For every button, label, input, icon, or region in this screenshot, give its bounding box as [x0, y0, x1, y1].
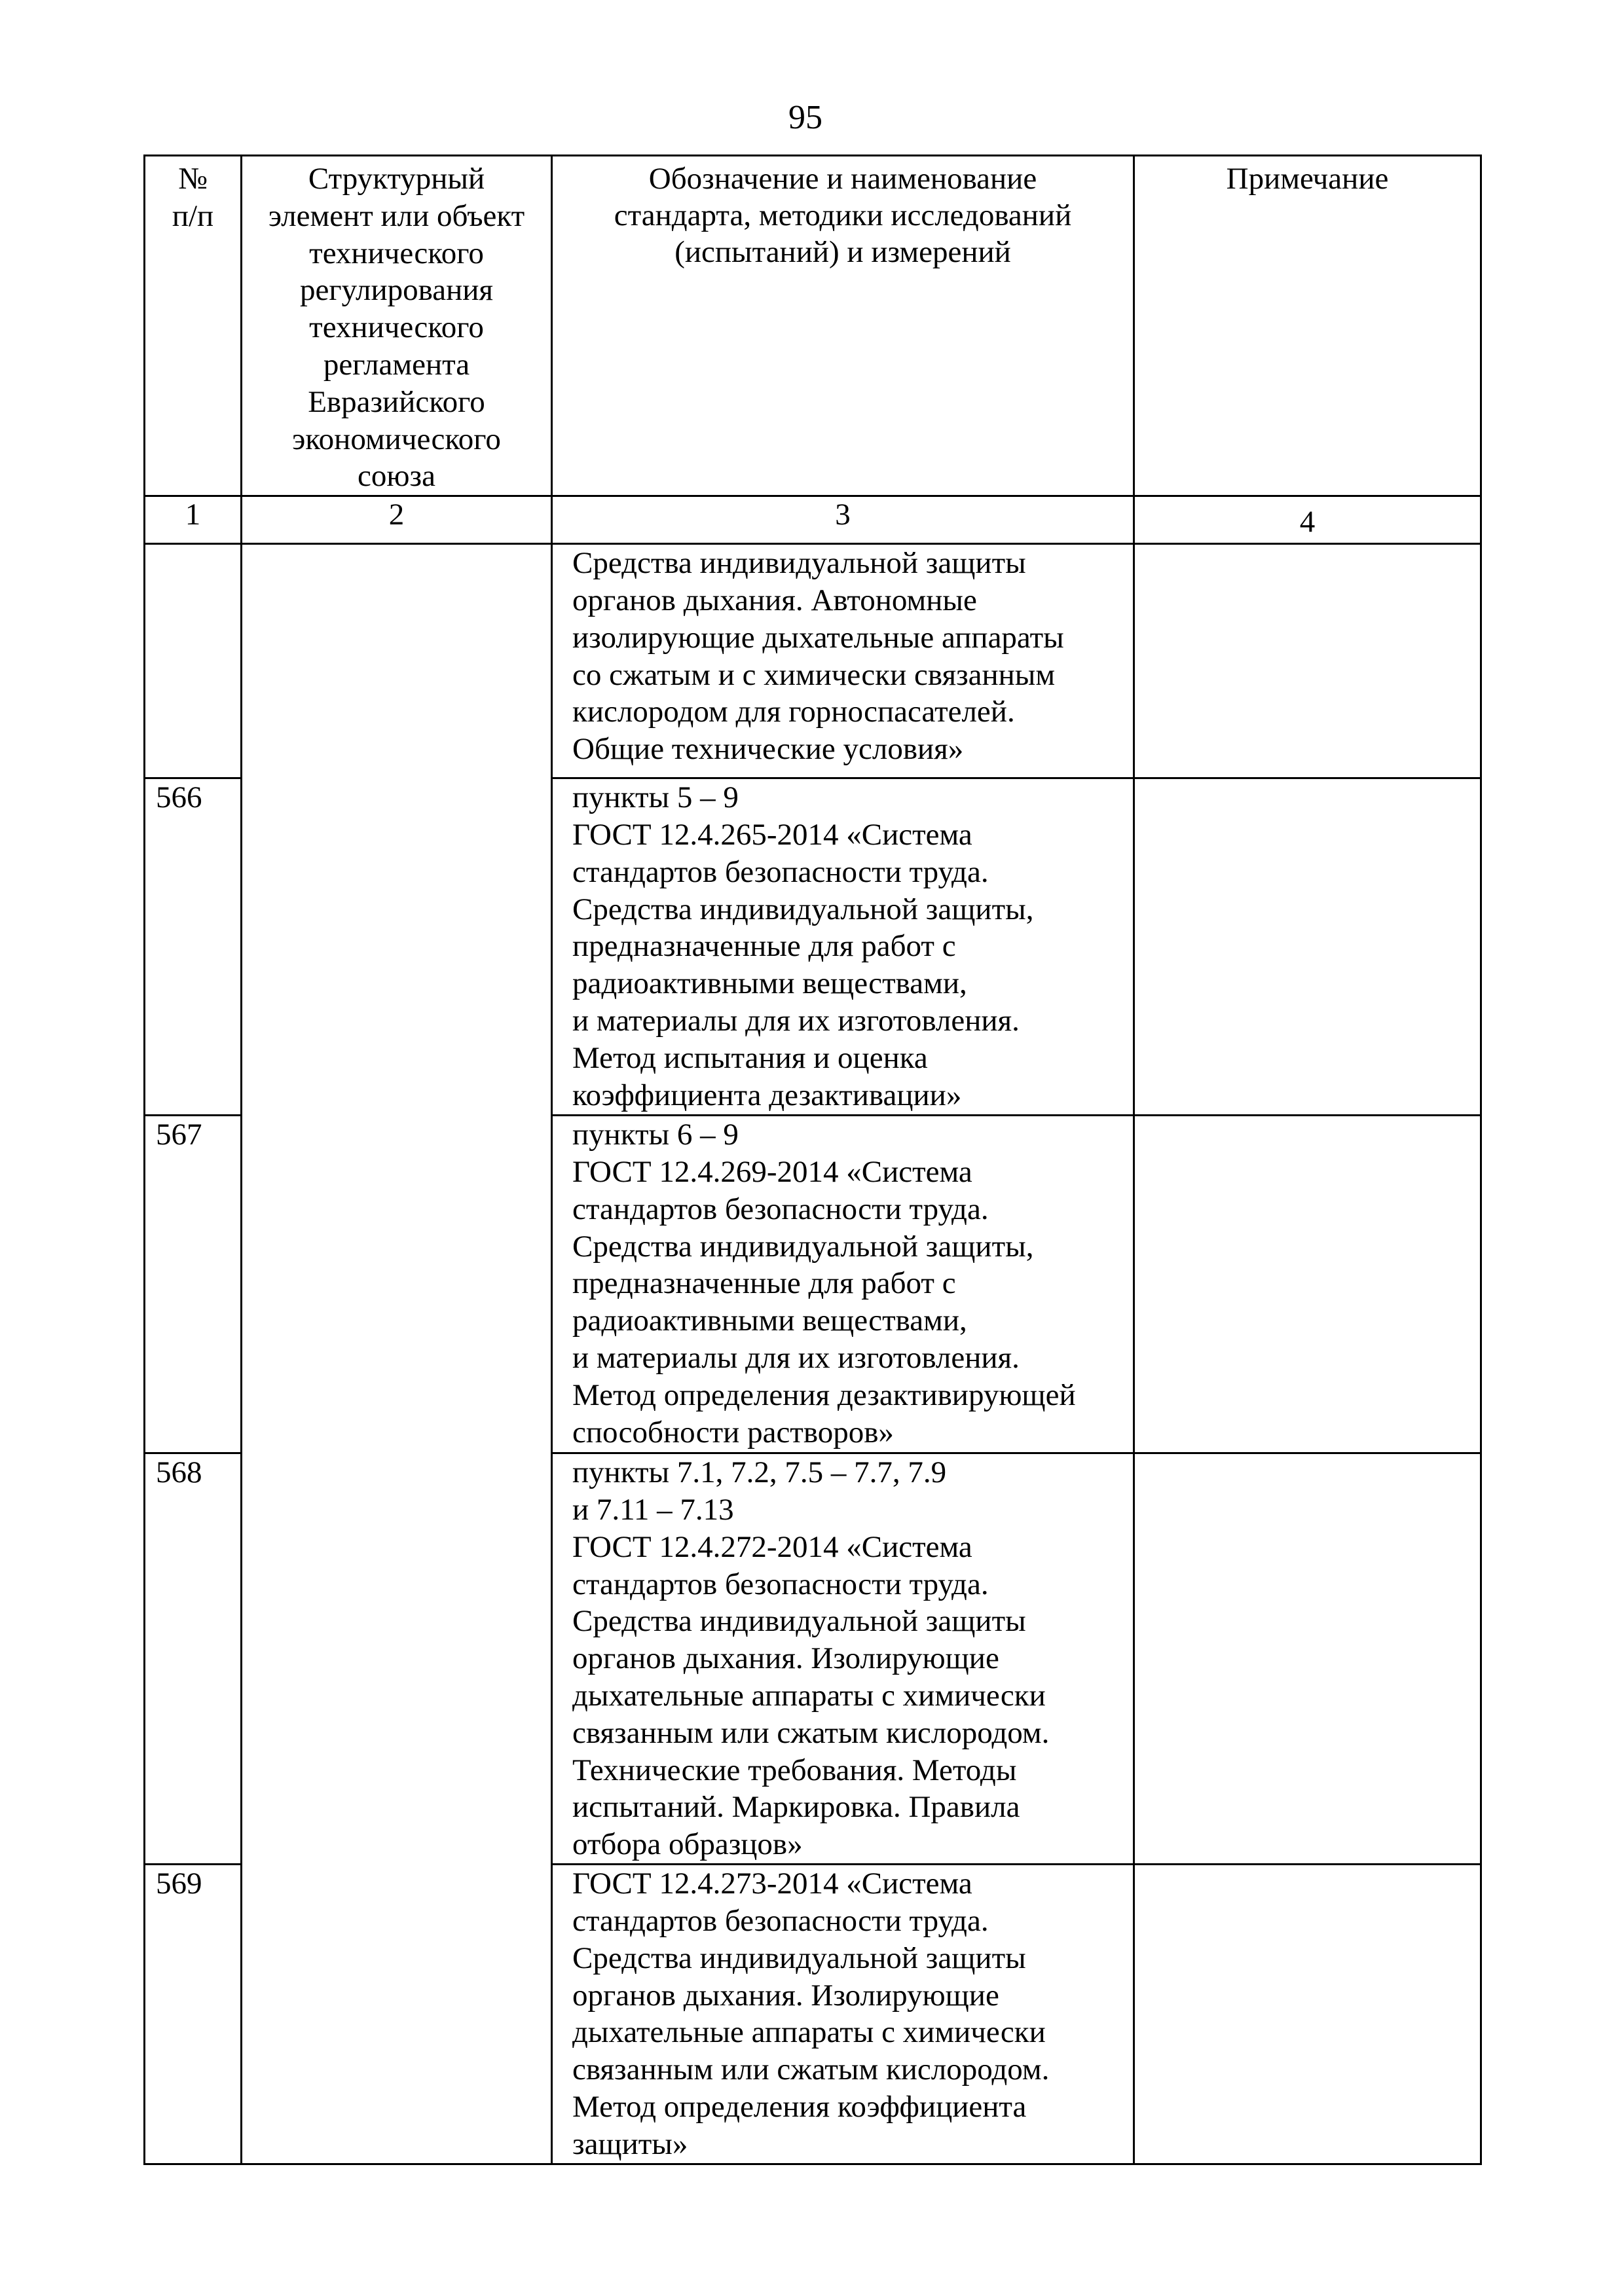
note-cell	[1134, 1865, 1481, 2164]
row-number: 569	[145, 1865, 242, 2164]
row-number	[145, 544, 242, 778]
table-row	[145, 544, 1481, 778]
text-line: стандартов безопасности труда.	[572, 854, 989, 889]
text-line: отбора образцов»	[572, 1827, 803, 1862]
text-line: Обозначение и наименование	[648, 162, 1037, 196]
standard-cell	[552, 1865, 1134, 2164]
text-line: п/п	[172, 198, 214, 233]
text-line: связанным или сжатым кислородом.	[572, 1715, 1050, 1750]
column-number-2: 2	[242, 496, 552, 544]
text-line: и 7.11 – 7.13	[572, 1492, 734, 1527]
standard-cell	[552, 544, 1134, 778]
text-line: Евразийского	[308, 384, 485, 419]
text-line: коэффициента дезактивации»	[572, 1078, 962, 1112]
column-number-row	[145, 496, 1481, 544]
header-note	[1134, 156, 1481, 496]
text-line: кислородом для горноспасателей.	[572, 695, 1015, 729]
text-line: предназначенные для работ с	[572, 929, 956, 964]
text-line: Общие технические условия»	[572, 732, 964, 767]
standards-table-container	[143, 155, 1482, 2165]
row-number: 568	[145, 1453, 242, 1865]
structural-element-cell	[242, 544, 552, 2164]
text-line: способности растворов»	[572, 1415, 894, 1449]
text-line: №	[178, 162, 208, 196]
text-line: стандарта, методики исследований	[614, 198, 1072, 232]
text-line: органов дыхания. Автономные	[572, 583, 977, 617]
text-line: Примечание	[1226, 162, 1389, 196]
text-line: пункты 5 – 9	[572, 780, 739, 815]
header-structural-element	[242, 156, 552, 496]
note-cell	[1134, 1116, 1481, 1453]
text-line: радиоактивными веществами,	[572, 1303, 967, 1338]
text-line: органов дыхания. Изолирующие	[572, 1641, 999, 1676]
header-standard-designation	[552, 156, 1134, 496]
text-line: дыхательные аппараты с химически	[572, 2015, 1046, 2050]
text-line: Средства индивидуальной защиты,	[572, 892, 1034, 926]
page-number: 95	[788, 99, 822, 136]
table-header-row	[145, 156, 1481, 496]
text-line: защиты»	[572, 2126, 688, 2161]
text-line: союза	[358, 459, 435, 494]
text-line: Средства индивидуальной защиты	[572, 546, 1026, 581]
text-line: стандартов безопасности труда.	[572, 1192, 989, 1226]
text-line: экономического	[292, 422, 501, 456]
text-line: и материалы для их изготовления.	[572, 1003, 1020, 1038]
text-line: дыхательные аппараты с химически	[572, 1678, 1046, 1713]
text-line: (испытаний) и измерений	[674, 235, 1011, 269]
header-number	[145, 156, 242, 496]
column-number-4: 4	[1134, 496, 1481, 544]
text-line: стандартов безопасности труда.	[572, 1567, 989, 1601]
note-cell	[1134, 544, 1481, 778]
text-line: Средства индивидуальной защиты,	[572, 1229, 1034, 1264]
text-line: Метод определения коэффициента	[572, 2089, 1027, 2124]
text-line: Средства индивидуальной защиты	[572, 1604, 1026, 1639]
text-line: стандартов безопасности труда.	[572, 1903, 989, 1938]
text-line: пункты 7.1, 7.2, 7.5 – 7.7, 7.9	[572, 1455, 947, 1490]
text-line: регламента	[323, 347, 470, 382]
text-line: ГОСТ 12.4.269-2014 «Система	[572, 1154, 972, 1189]
text-line: ГОСТ 12.4.272-2014 «Система	[572, 1529, 972, 1564]
row-number: 567	[145, 1116, 242, 1453]
column-number-3: 3	[552, 496, 1134, 544]
text-line: Структурный	[308, 162, 485, 196]
note-cell	[1134, 1453, 1481, 1865]
text-line: Метод определения дезактивирующей	[572, 1377, 1076, 1412]
note-cell	[1134, 778, 1481, 1116]
text-line: регулирования	[299, 273, 494, 308]
text-line: Средства индивидуальной защиты	[572, 1941, 1026, 1975]
text-line: технического	[309, 310, 484, 345]
text-line: изолирующие дыхательные аппараты	[572, 620, 1064, 655]
text-line: элемент или объект	[268, 198, 525, 233]
text-line: пункты 6 – 9	[572, 1118, 739, 1152]
text-line: радиоактивными веществами,	[572, 966, 967, 1001]
text-line: ГОСТ 12.4.273-2014 «Система	[572, 1867, 972, 1901]
row-number: 566	[145, 778, 242, 1116]
standard-cell	[552, 1453, 1134, 1865]
text-line: технического	[309, 236, 484, 270]
text-line: со сжатым и с химически связанным	[572, 657, 1056, 692]
text-line: связанным или сжатым кислородом.	[572, 2052, 1050, 2087]
column-number-1: 1	[145, 496, 242, 544]
text-line: предназначенные для работ с	[572, 1266, 956, 1301]
text-line: Метод испытания и оценка	[572, 1040, 928, 1075]
text-line: органов дыхания. Изолирующие	[572, 1978, 999, 2013]
standards-table	[143, 155, 1482, 2165]
text-line: и материалы для их изготовления.	[572, 1340, 1020, 1375]
standard-cell	[552, 778, 1134, 1116]
text-line: Технические требования. Методы	[572, 1753, 1017, 1787]
text-line: испытаний. Маркировка. Правила	[572, 1790, 1020, 1825]
text-line: ГОСТ 12.4.265-2014 «Система	[572, 817, 972, 852]
standard-cell	[552, 1116, 1134, 1453]
